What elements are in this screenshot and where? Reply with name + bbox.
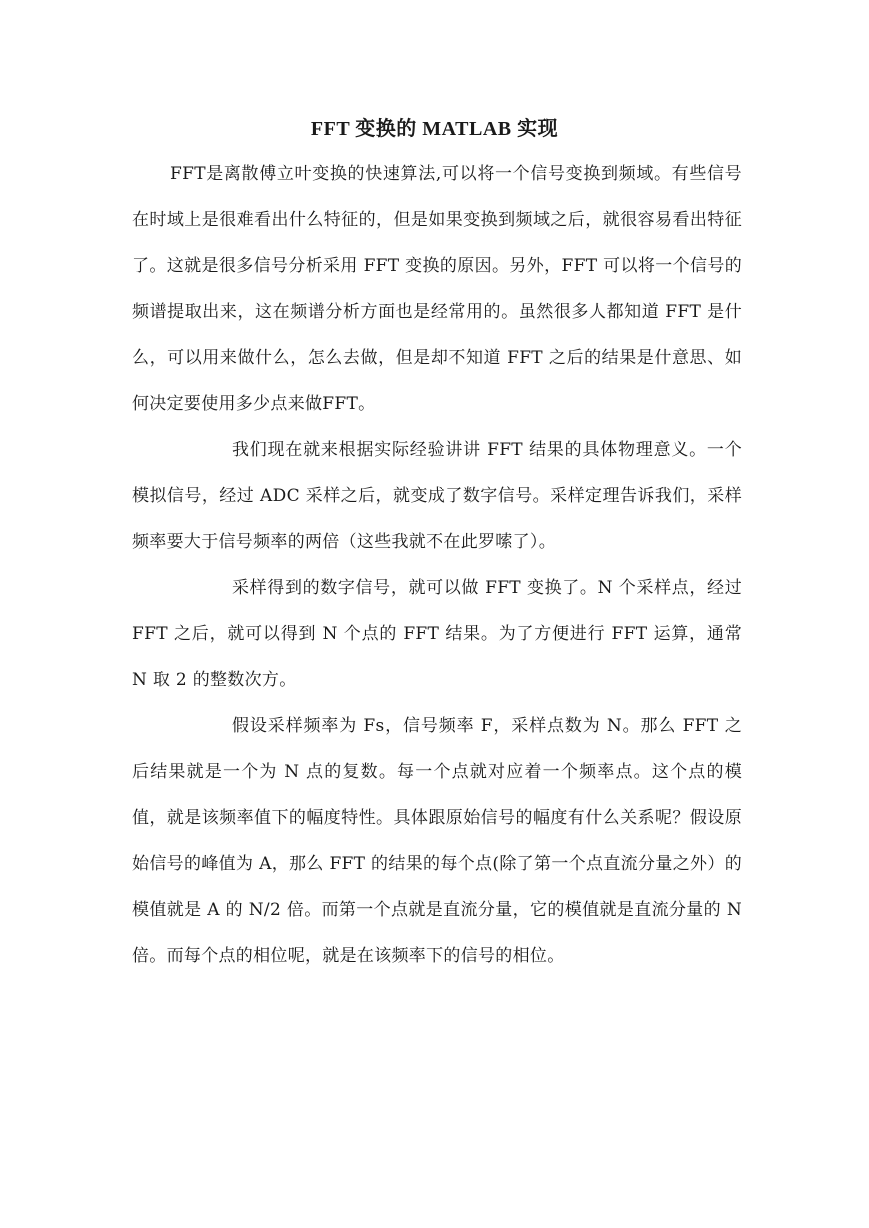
paragraph-sampling: 采样得到的数字信号，就可以做 FFT 变换了。N 个采样点，经过 FFT 之后，就可以得到 N 个点的 FFT 结果。为了方便进行 FFT 运算，通常 N 取 2 的整数次方。 <box>132 578 742 690</box>
paragraph-magnitude-phase: 假设采样频率为 Fs，信号频率 F，采样点数为 N。那么 FFT 之后结果就是一个为 N 点的复数。每一个点就对应着一个频率点。这个点的模值，就是该频率值下的幅度特性。具体跟原始信号的幅度有什么关系呢？假设原始信号的峰值为 A，那么 FFT 的结果的每个点(除了第一个点直流分量之外）的模值就是 A 的 N/2 倍。而第一个点就是直流分量，它的模值就是直流分量的 N 倍。而每个点的相位呢，就是在该频率下的信号的相位。 <box>132 716 742 966</box>
paragraph-physical-meaning: 我们现在就来根据实际经验讲讲 FFT 结果的具体物理意义。一个模拟信号，经过 ADC 采样之后，就变成了数字信号。采样定理告诉我们，采样频率要大于信号频率的两倍（这些我就不在此罗嗦了）。 <box>132 440 742 552</box>
document-title: FFT 变换的 MATLAB 实现 <box>310 118 559 140</box>
paragraph-fft-intro: FFT是离散傅立叶变换的快速算法,可以将一个信号变换到频域。有些信号在时域上是很难看出什么特征的，但是如果变换到频域之后，就很容易看出特征了。这就是很多信号分析采用 FFT 变换的原因。另外，FFT 可以将一个信号的频谱提取出来，这在频谱分析方面也是经常用的。虽然很多人都知道 FFT 是什么，可以用来做什么，怎么去做，但是却不知道 FFT 之后的结果是什意思、如何决定要使用多少点来做FFT。 <box>132 164 742 414</box>
document-body <box>132 151 742 979</box>
